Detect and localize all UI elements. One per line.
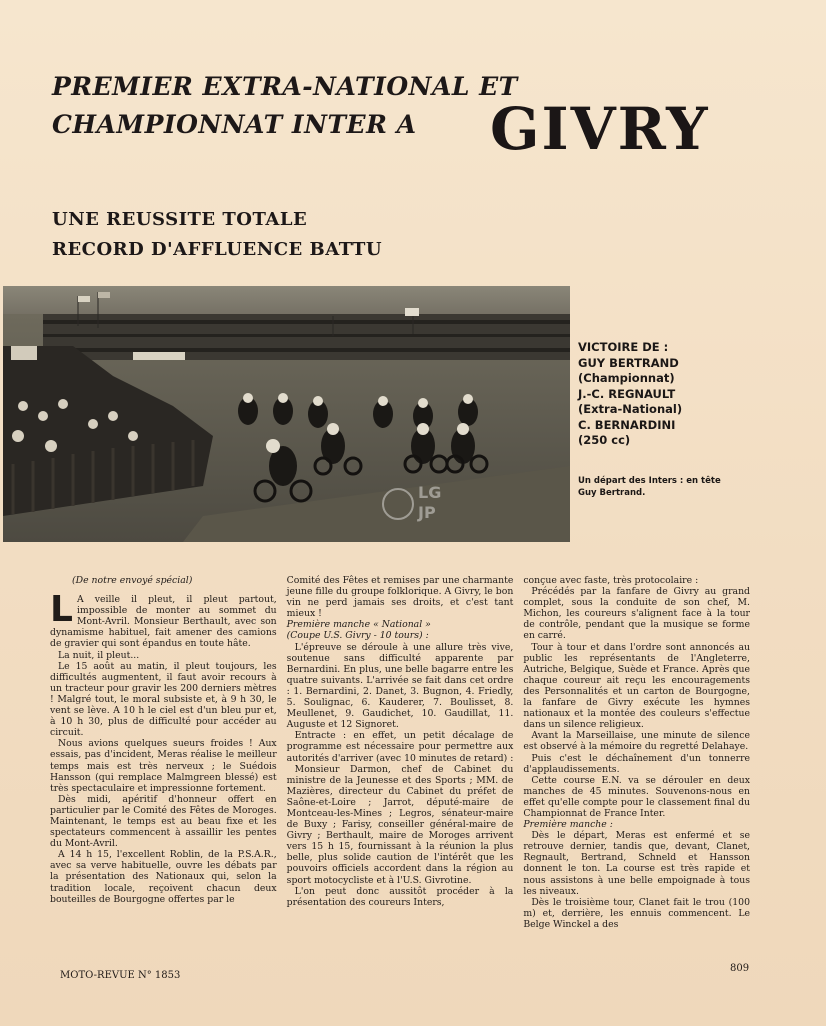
winner-line: (250 cc) (578, 433, 631, 447)
paragraph: Tour à tour et dans l'ordre sont annoncés au public les représentants de l'Angleterre, Autriche, Belgique, Suède et France. Après que chaque coureur ait reçu les encouragements des Personnalités et un carton de Bourgogne, la fanfare de Givry exécute les hymnes nationaux et la montée des couleurs s'effectue dans un silence religieux. (523, 641, 751, 731)
section-heading: Première manche : (523, 819, 613, 831)
paragraph: Monsieur Darmon, chef de Cabinet du ministre de la Jeunesse et des Sports ; MM. de Mazières, directeur du Cabinet du préfet de Saône-et-Loire ; Jarrot, député-maire de Montceau-les-Mines ; Legros, sénateur-maire de Buxy ; Farisy, conseiller général-maire de Givry ; Berthault, maire de Moroges arrivent vers 15 h 15, fournissant à la réunion la plus belle, plus solide caution de l'intérêt que les pouvoirs officiels accordent dans la région au sport motocycliste et à l'U.S. Givrotine. (286, 763, 514, 886)
article-column-3 (523, 575, 750, 985)
paragraph: Le 15 août au matin, il pleut toujours, les difficultés augmentent, il faut avoir recours à un tracteur pour gravir les 200 derniers mètres ! Malgré tout, le moral subsiste et, à 9 h 30, le vent se lève. A 10 h le ciel est d'un bleu pur et, à 10 h 30, plus de difficulté pour accéder au circuit. (50, 660, 277, 739)
magazine-issue: MOTO-REVUE N° 1853 (60, 970, 181, 981)
paragraph: A 14 h 15, l'excellent Roblin, de la P.S.A.R., avec sa verve habituelle, ouvre les débats par la présentation des Nationaux qui, selon la tradition locale, reçoivent chacun deux bouteilles de Bourgogne offertes par le (50, 849, 277, 905)
subheadline (52, 205, 382, 265)
paragraph: Puis c'est le déchaînement d'un tonnerre d'applaudissements. (523, 752, 751, 775)
subhead-line-2: RECORD D'AFFLUENCE BATTU (52, 239, 383, 260)
watermark-text: LG (418, 483, 442, 502)
photo-caption (578, 475, 778, 499)
section-heading: Première manche « National » (286, 619, 431, 631)
winner-line: J.-C. REGNAULT (578, 386, 676, 401)
svg-text:JP: JP (418, 503, 436, 522)
paragraph: conçue avec faste, très protocolaire : (523, 575, 699, 586)
race-photo (3, 286, 570, 542)
section-subheading: (Coupe U.S. Givry - 10 tours) : (286, 630, 429, 642)
caption-line-1: Un départ des Inters : en tête (578, 476, 721, 486)
headline-line-2: CHAMPIONNAT INTER A (52, 110, 417, 139)
motocross-race-photo-icon (3, 286, 570, 542)
winner-line: C. BERNARDINI (578, 417, 676, 432)
winner-line: (Championnat) (578, 371, 675, 385)
paragraph: Comité des Fêtes et remises par une charmante jeune fille du groupe folklorique. A Givry, le bon vin ne perd jamais ses droits, et c'est tant mieux ! (286, 575, 514, 620)
winners-heading: VICTOIRE DE : (578, 340, 669, 354)
paragraph: Entracte : en effet, un petit décalage de programme est nécessaire pour permettre aux autorités d'arriver (avec 10 minutes de retard) : (286, 730, 514, 764)
depart-banner (133, 352, 185, 360)
paragraph: Précédés par la fanfare de Givry au grand complet, sous la conduite de son chef, M. Michon, les coureurs s'alignent face à la tour de contrôle, pendant que la musique se forme en carré. (523, 586, 751, 642)
paragraph: La nuit, il pleut... (58, 649, 140, 661)
byline: (De notre envoyé spécial) (72, 575, 193, 586)
paragraph: Avant la Marseillaise, une minute de silence est observé à la mémoire du regretté Delahaye. (523, 730, 751, 753)
headline-line-1: PREMIER EXTRA-NATIONAL ET (52, 72, 518, 101)
paragraph: L'on peut donc aussitôt procéder à la présentation des coureurs Inters, (286, 885, 514, 908)
article-column-2 (287, 575, 514, 985)
page-number: 809 (730, 963, 750, 974)
drop-cap: L (50, 589, 73, 631)
winner-line: (Extra-National) (578, 402, 683, 416)
paragraph: Dès le troisième tour, Clanet fait le trou (100 m) et, derrière, les ennuis commencent. Le Belge Winckel a des (523, 896, 751, 930)
paragraph: Dès le départ, Meras est enfermé et se retrouve dernier, tandis que, devant, Clanet, Regnault, Bertrand, Schneld et Hansson donnent le ton. La course est très rapide et nous assistons à une belle empoignade à tous les niveaux. (523, 830, 751, 897)
paragraph: A veille il pleut, il pleut partout, impossible de monter au sommet du Mont-Avril. Monsieur Berthault, avec son dynamisme habituel, fait amener des camions de gravier qui sont épandus en toute hâte. (50, 594, 277, 650)
paragraph: Cette course E.N. va se dérouler en deux manches de 45 minutes. Souvenons-nous en effet qu'elle compte pour le classement final du Championnat de France Inter. (523, 774, 751, 819)
winners-box (578, 340, 688, 449)
subhead-line-1: UNE REUSSITE TOTALE (52, 209, 308, 230)
paragraph: Dès midi, apéritif d'honneur offert en particulier par le Comité des Fêtes de Moroges. Maintenant, le temps est au beau fixe et les spectateurs commencent à assaillir les pentes du Mont-Avril. (50, 793, 277, 850)
paragraph: Nous avions quelques sueurs froides ! Aux essais, pas d'incident, Meras réalise le meilleur temps mais est très nerveux ; le Suédois Hansson (qui remplace Malmgreen blessé) est très spectaculaire et impressionne fortement. (50, 738, 277, 794)
article-column-1 (50, 575, 277, 985)
article-body (50, 575, 750, 985)
winner-line: GUY BERTRAND (578, 355, 679, 370)
caption-line-2: Guy Bertrand. (578, 488, 646, 498)
headline-place: GIVRY (490, 95, 710, 163)
paragraph: L'épreuve se déroule à une allure très vive, soutenue sans difficulté apparente par Bernardini. En plus, une belle bagarre entre les quatre suivants. L'arrivée se fait dans cet ordre : 1. Bernardini, 2. Danet, 3. Bugnon, 4. Friedly, 5. Soulignac, 6. Kauderer, 7. Boulisset, 8. Meullenet, 9. Gaudichet, 10. Gaudillat, 11. Auguste et 12 Signoret. (286, 641, 514, 731)
headline (52, 68, 518, 144)
